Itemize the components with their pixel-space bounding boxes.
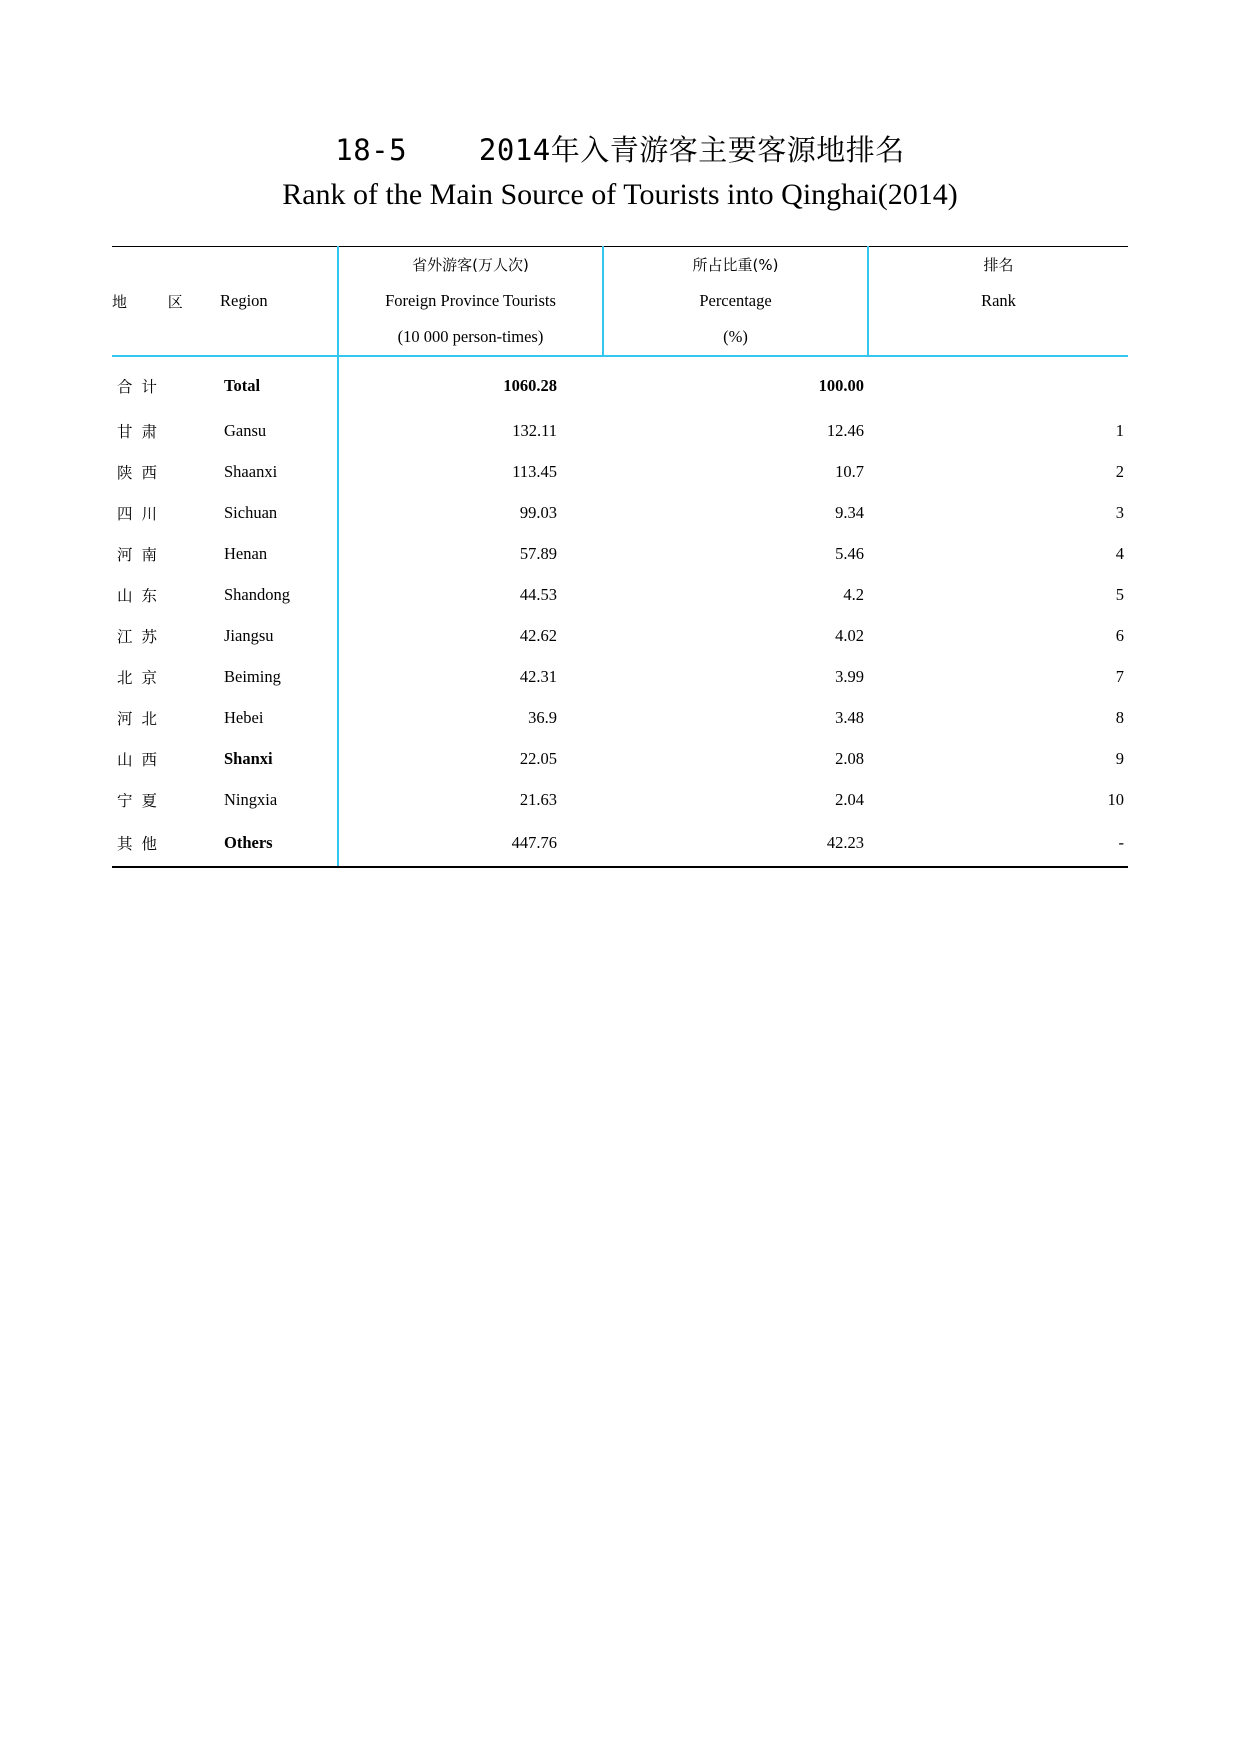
table-number: 18-5 (335, 133, 408, 167)
table-row (112, 451, 1128, 492)
table-row (112, 697, 1128, 738)
row-percentage: 4.2 (843, 584, 864, 604)
row-region-cn: 四川 (117, 504, 167, 523)
row-region-en: Total (224, 375, 261, 395)
row-percentage: 9.34 (835, 502, 864, 522)
table-row (112, 615, 1128, 656)
row-region-cn: 宁夏 (117, 791, 167, 810)
row-region-en: Sichuan (224, 502, 278, 522)
row-region-cn: 江苏 (117, 627, 167, 646)
row-tourists: 36.9 (338, 697, 603, 738)
row-region-cn: 河北 (117, 709, 167, 728)
row-tourists: 42.31 (338, 656, 603, 697)
row-tourists: 42.62 (338, 615, 603, 656)
header-pct-cn: 所占比重(%) (692, 256, 779, 274)
data-table-container (112, 246, 1128, 868)
table-row (112, 574, 1128, 615)
row-region-cn: 河南 (117, 545, 167, 564)
row-percentage: 10.7 (835, 461, 864, 481)
table-row (112, 779, 1128, 820)
row-region-cn: 其他 (112, 820, 220, 867)
row-region-en: Henan (224, 543, 268, 563)
row-region-en: Beiming (224, 666, 281, 686)
header-tourists (338, 247, 603, 357)
header-rank-en: Rank (981, 291, 1016, 310)
row-region-en: Others (220, 820, 338, 867)
header-tourists-cn: 省外游客(万人次) (412, 256, 529, 274)
row-rank: 2 (1115, 461, 1124, 481)
row-tourists: 447.76 (338, 820, 603, 867)
row-percentage: 12.46 (826, 420, 864, 440)
row-region-cn: 山西 (117, 750, 167, 769)
row-region-en: Ningxia (224, 789, 278, 809)
row-percentage: 42.23 (603, 820, 868, 867)
row-rank (868, 356, 1128, 410)
row-tourists: 1060.28 (338, 356, 603, 410)
header-percentage (603, 247, 868, 357)
table-row (112, 656, 1128, 697)
row-percentage: 5.46 (835, 543, 864, 563)
header-pct-unit: (%) (723, 327, 748, 346)
row-region-cn: 甘肃 (117, 422, 167, 441)
row-region-cn: 北京 (117, 668, 167, 687)
row-rank: - (868, 820, 1128, 867)
header-rank (868, 247, 1128, 357)
row-rank: 1 (1115, 420, 1124, 440)
page-title-en: Rank of the Main Source of Tourists into Qinghai(2014) (282, 178, 958, 211)
row-percentage: 4.02 (835, 625, 864, 645)
table-body (112, 356, 1128, 867)
row-region-cn: 山东 (117, 586, 167, 605)
row-percentage: 3.48 (835, 707, 864, 727)
table-row (112, 738, 1128, 779)
row-rank: 7 (1115, 666, 1124, 686)
header-tourists-unit: (10 000 person-times) (397, 327, 544, 346)
table-row (112, 410, 1128, 451)
row-rank: 3 (1115, 502, 1124, 522)
row-percentage: 2.04 (835, 789, 864, 809)
row-percentage: 2.08 (835, 748, 864, 768)
table-row (112, 533, 1128, 574)
row-rank: 5 (1115, 584, 1124, 604)
row-region-en: Shanxi (224, 748, 273, 768)
row-region-cn: 合计 (117, 377, 167, 396)
row-rank: 6 (1115, 625, 1124, 645)
row-region-en: Shandong (224, 584, 290, 604)
table-row (112, 356, 1128, 410)
header-region-en: Region (220, 247, 338, 357)
row-rank: 8 (1115, 707, 1124, 727)
header-rank-cn: 排名 (983, 256, 1014, 274)
row-rank: 9 (1115, 748, 1124, 768)
row-region-en: Hebei (224, 707, 264, 727)
row-tourists: 44.53 (338, 574, 603, 615)
row-tourists: 21.63 (338, 779, 603, 820)
row-region-cn: 陕西 (117, 463, 167, 482)
table-header-row (112, 247, 1128, 357)
row-tourists: 99.03 (338, 492, 603, 533)
row-rank: 4 (1115, 543, 1124, 563)
row-tourists: 57.89 (338, 533, 603, 574)
row-rank: 10 (1107, 789, 1124, 809)
row-region-en: Jiangsu (224, 625, 274, 645)
table-row (112, 492, 1128, 533)
header-tourists-en: Foreign Province Tourists (385, 291, 556, 310)
page-title-cn (0, 128, 1240, 169)
title-cn-text: 2014年入青游客主要客源地排名 (478, 133, 905, 167)
row-tourists: 113.45 (338, 451, 603, 492)
row-region-en: Gansu (224, 420, 267, 440)
row-percentage: 100.00 (818, 375, 864, 395)
row-tourists: 132.11 (338, 410, 603, 451)
row-region-en: Shaanxi (224, 461, 278, 481)
tourist-source-table (112, 246, 1128, 868)
header-region-cn: 地 区 (112, 247, 220, 357)
row-tourists: 22.05 (338, 738, 603, 779)
row-percentage: 3.99 (835, 666, 864, 686)
header-pct-en: Percentage (699, 291, 772, 310)
table-row (112, 820, 1128, 867)
